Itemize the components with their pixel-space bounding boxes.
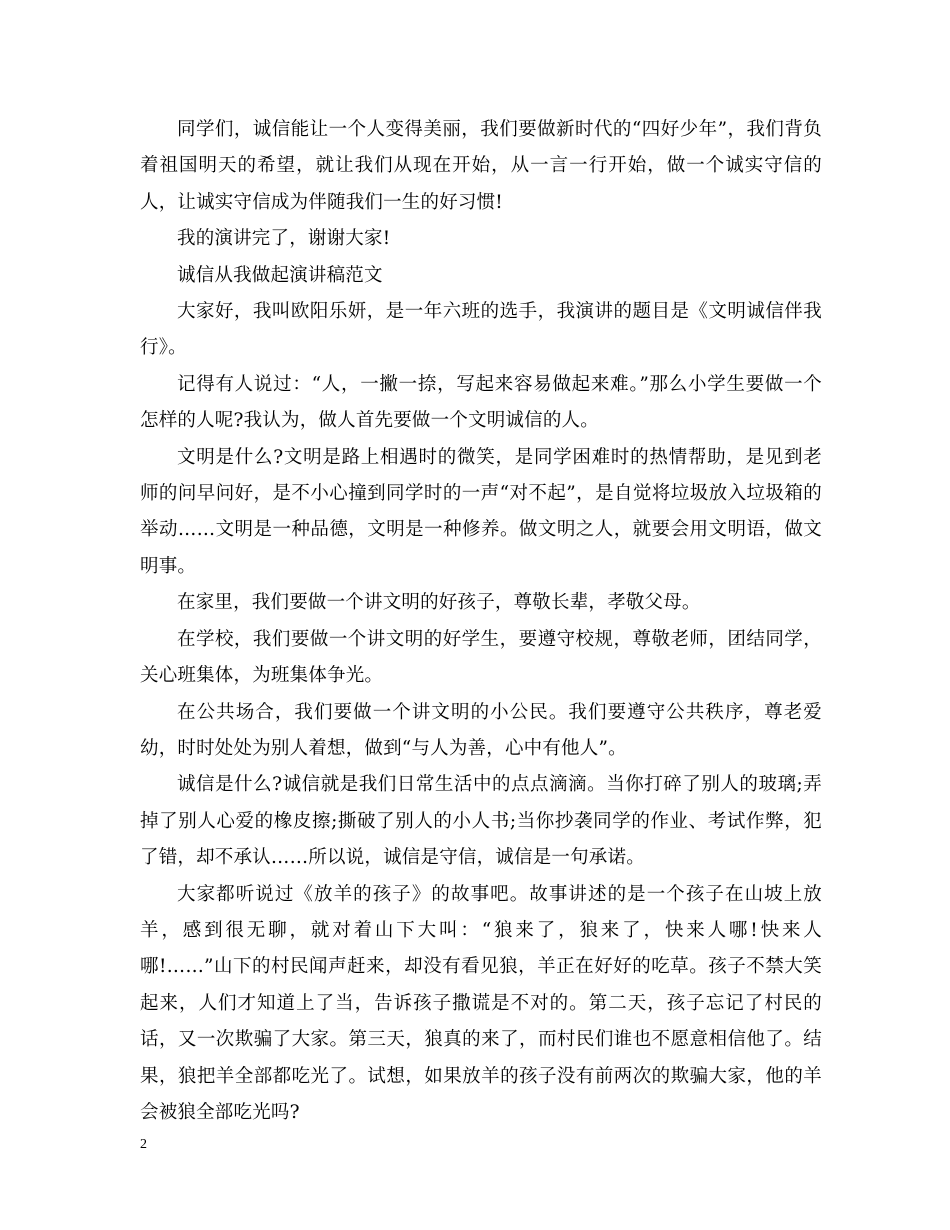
paragraph-introduction: 大家好，我叫欧阳乐妍，是一年六班的选手，我演讲的题目是《文明诚信伴我行》。 (140, 301, 822, 359)
paragraph-quote: 记得有人说过：“人，一撇一捺，写起来容易做起来难。”那么小学生要做一个怎样的人呢?我认为，做人首先要做一个文明诚信的人。 (140, 373, 822, 432)
paragraph-story: 大家都听说过《放羊的孩子》的故事吧。故事讲述的是一个孩子在山坡上放羊，感到很无聊，就对着山下大叫：“狼来了，狼来了，快来人哪!快来人哪!……”山下的村民闻声赶来，却没有看见狼，羊正在好好的吃草。孩子不禁大笑起来，人们才知道上了当，告诉孩子撒谎是不对的。第二天，孩子忘记了村民的话，又一次欺骗了大家。第三天，狼真的来了，而村民们谁也不愿意相信他了。结果，狼把羊全部都吃光了。试想，如果放羊的孩子没有前两次的欺骗大家，他的羊会被狼全部吃光吗? (140, 883, 822, 1123)
paragraph-honesty-definition: 诚信是什么?诚信就是我们日常生活中的点点滴滴。当你打碎了别人的玻璃;弄掉了别人心爱的橡皮擦;撕破了别人的小人书;当你抄袭同学的作业、考试作弊，犯了错，却不承认……所以说，诚信是守信，诚信是一句承诺。 (140, 774, 822, 869)
paragraph-at-school: 在学校，我们要做一个讲文明的好学生，要遵守校规，尊敬老师，团结同学，关心班集体，为班集体争光。 (140, 628, 822, 687)
page-number: 2 (140, 1137, 147, 1152)
section-heading: 诚信从我做起演讲稿范文 (177, 264, 383, 286)
paragraph-at-home: 在家里，我们要做一个讲文明的好孩子，尊敬长辈，孝敬父母。 (177, 592, 701, 614)
paragraph-closing-appeal: 同学们，诚信能让一个人变得美丽，我们要做新时代的“四好少年”，我们背负着祖国明天的希望，就让我们从现在开始，从一言一行开始，做一个诚实守信的人，让诚实守信成为伴随我们一生的好习惯! (140, 119, 822, 213)
paragraph-in-public: 在公共场合，我们要做一个讲文明的小公民。我们要遵守公共秩序，尊老爱幼，时时处处为别人着想，做到“与人为善，心中有他人”。 (140, 701, 822, 759)
paragraph-thanks: 我的演讲完了，谢谢大家! (177, 228, 391, 250)
paragraph-civility-definition: 文明是什么?文明是路上相遇时的微笑，是同学困难时的热情帮助，是见到老师的问早问好，是不小心撞到同学时的一声“对不起”，是自觉将垃圾放入垃圾箱的举动……文明是一种品德，文明是一种修养。做文明之人，就要会用文明语，做文明事。 (140, 446, 822, 577)
document-body (140, 112, 822, 1131)
